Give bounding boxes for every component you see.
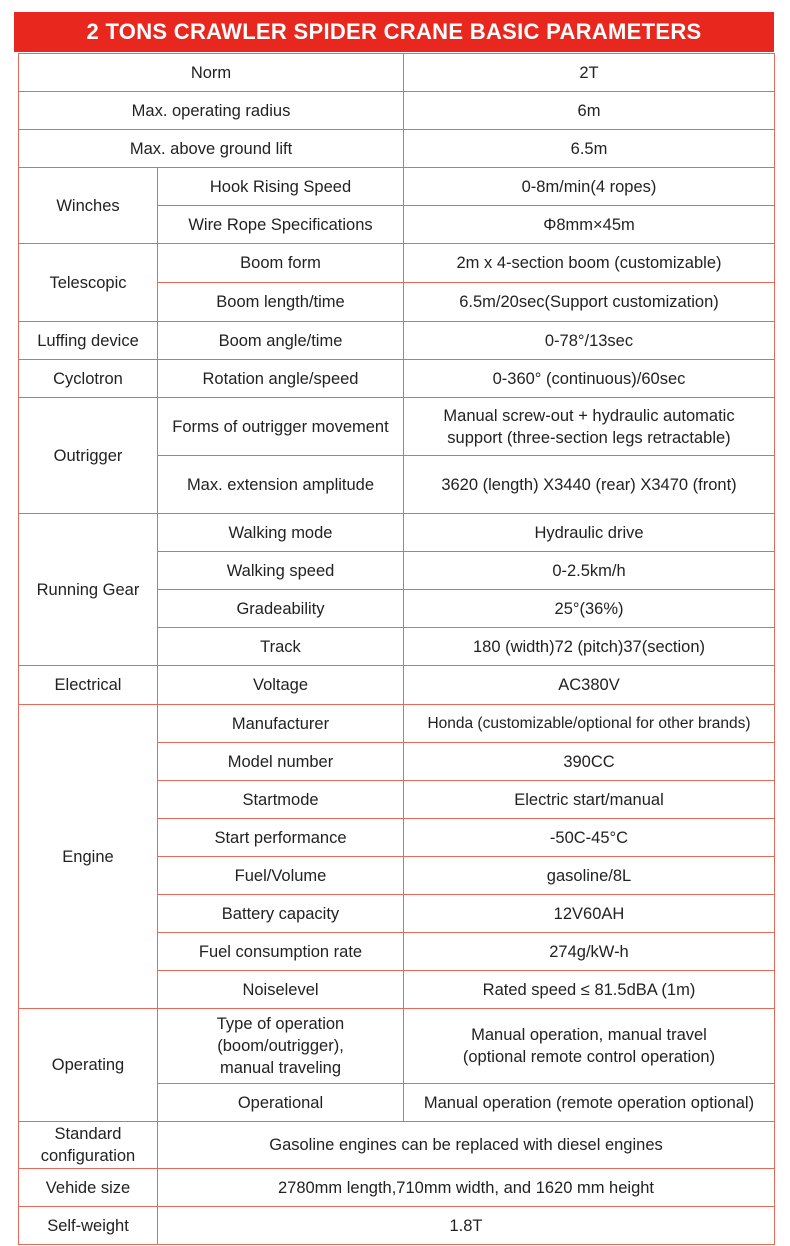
value-line: Manual screw-out + hydraulic automatic [443, 406, 735, 425]
table-row [19, 1009, 775, 1084]
param-value: 12V60AH [404, 895, 775, 933]
param-value: AC380V [404, 666, 775, 705]
table-row [19, 130, 775, 168]
param-value: 6.5m/20sec(Support customization) [404, 283, 775, 322]
table-row [19, 1169, 775, 1207]
param-value: 390CC [404, 743, 775, 781]
label-line: (boom/outrigger), [217, 1037, 344, 1055]
group-label-telescopic: Telescopic [19, 244, 158, 322]
group-label-standard-configuration [19, 1122, 158, 1169]
param-label: Hook Rising Speed [158, 168, 404, 206]
param-value: 2T [404, 54, 775, 92]
param-value: gasoline/8L [404, 857, 775, 895]
table-row [19, 514, 775, 552]
param-label: Start performance [158, 819, 404, 857]
param-label: Boom form [158, 244, 404, 283]
param-value: 25°(36%) [404, 590, 775, 628]
table-row [19, 1122, 775, 1169]
param-value: Φ8mm×45m [404, 206, 775, 244]
param-label: Operational [158, 1084, 404, 1122]
value-line: support (three-section legs retractable) [447, 428, 731, 447]
table-row [19, 168, 775, 206]
label-line: configuration [40, 1147, 136, 1165]
group-label-electrical: Electrical [19, 666, 158, 705]
param-value: Honda (customizable/optional for other brands) [404, 705, 775, 743]
param-value [404, 398, 775, 456]
param-value: 1.8T [158, 1207, 775, 1245]
param-value: 0-360° (continuous)/60sec [404, 360, 775, 398]
param-label: Gradeability [158, 590, 404, 628]
param-value: 2780mm length,710mm width, and 1620 mm height [158, 1169, 775, 1207]
param-label: Norm [19, 54, 404, 92]
param-label: Boom angle/time [158, 322, 404, 360]
group-label-cyclotron: Cyclotron [19, 360, 158, 398]
group-label-winches: Winches [19, 168, 158, 244]
param-label: Model number [158, 743, 404, 781]
param-label: Boom length/time [158, 283, 404, 322]
table-row [19, 360, 775, 398]
param-value: 6.5m [404, 130, 775, 168]
group-label-running-gear: Running Gear [19, 514, 158, 666]
page-title: 2 TONS CRAWLER SPIDER CRANE BASIC PARAMETERS [14, 12, 774, 52]
param-label: Voltage [158, 666, 404, 705]
label-line: Type of operation [216, 1015, 345, 1033]
table-row [19, 705, 775, 743]
param-label: Noiselevel [158, 971, 404, 1009]
table-row [19, 244, 775, 283]
param-label: Fuel/Volume [158, 857, 404, 895]
param-label: Vehide size [19, 1169, 158, 1207]
group-label-operating: Operating [19, 1009, 158, 1122]
param-value: 3620 (length) X3440 (rear) X3470 (front) [404, 456, 775, 514]
table-row [19, 1207, 775, 1245]
param-label: Walking speed [158, 552, 404, 590]
param-value: 0-78°/13sec [404, 322, 775, 360]
param-label: Forms of outrigger movement [158, 398, 404, 456]
value-line: Manual operation, manual travel [471, 1026, 707, 1044]
param-value: 0-8m/min(4 ropes) [404, 168, 775, 206]
param-label: Max. extension amplitude [158, 456, 404, 514]
param-value: Manual operation (remote operation optional) [404, 1084, 775, 1122]
param-value: 180 (width)72 (pitch)37(section) [404, 628, 775, 666]
param-label: Self-weight [19, 1207, 158, 1245]
param-value: 0-2.5km/h [404, 552, 775, 590]
table-row [19, 92, 775, 130]
label-line: manual traveling [219, 1059, 342, 1077]
group-label-luffing: Luffing device [19, 322, 158, 360]
param-label: Fuel consumption rate [158, 933, 404, 971]
param-label: Wire Rope Specifications [158, 206, 404, 244]
group-label-outrigger: Outrigger [19, 398, 158, 514]
param-value: -50C-45°C [404, 819, 775, 857]
param-value: 274g/kW-h [404, 933, 775, 971]
param-label: Max. above ground lift [19, 130, 404, 168]
param-value: Gasoline engines can be replaced with diesel engines [158, 1122, 775, 1169]
table-row [19, 322, 775, 360]
param-value: 6m [404, 92, 775, 130]
table-row [19, 54, 775, 92]
param-value [404, 1009, 775, 1084]
param-label [158, 1009, 404, 1084]
param-value: Hydraulic drive [404, 514, 775, 552]
param-label: Manufacturer [158, 705, 404, 743]
param-label: Startmode [158, 781, 404, 819]
param-value: Rated speed ≤ 81.5dBA (1m) [404, 971, 775, 1009]
table-row [19, 398, 775, 456]
param-label: Max. operating radius [19, 92, 404, 130]
param-label: Track [158, 628, 404, 666]
parameters-table [18, 53, 775, 1245]
label-line: Standard [54, 1125, 122, 1143]
param-label: Rotation angle/speed [158, 360, 404, 398]
value-line: (optional remote control operation) [462, 1048, 716, 1066]
param-value: Electric start/manual [404, 781, 775, 819]
param-label: Battery capacity [158, 895, 404, 933]
table-row [19, 666, 775, 705]
param-label: Walking mode [158, 514, 404, 552]
group-label-engine: Engine [19, 705, 158, 1009]
param-value: 2m x 4-section boom (customizable) [404, 244, 775, 283]
